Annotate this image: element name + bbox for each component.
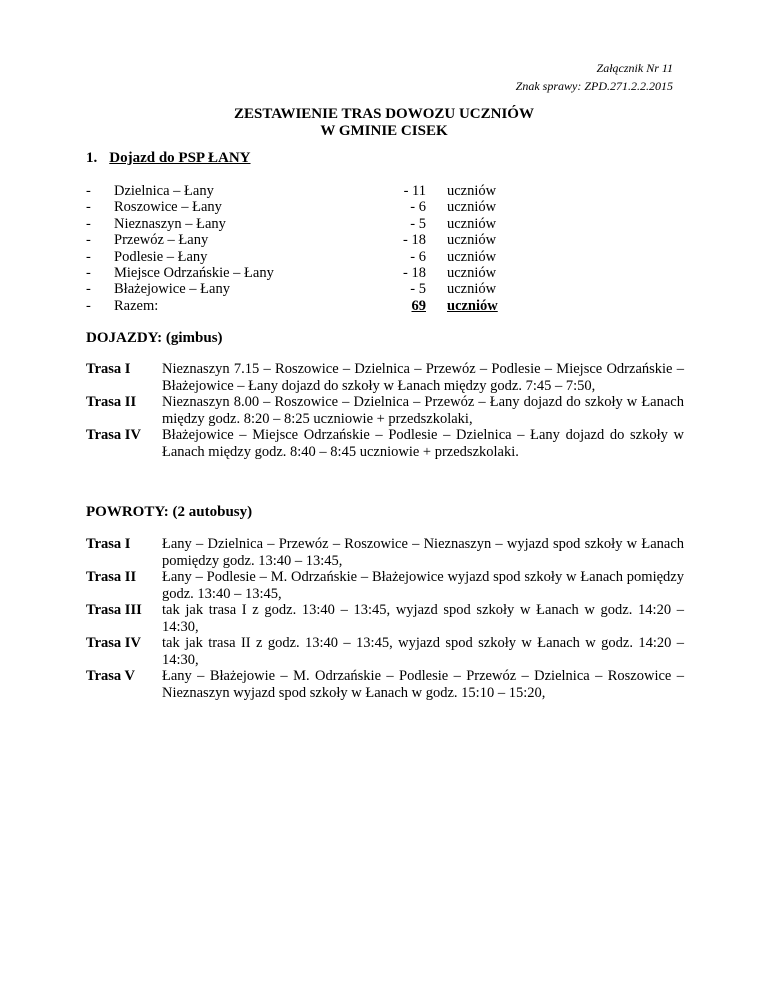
- list-dash: -: [86, 232, 91, 249]
- section-1-heading: [86, 150, 251, 167]
- route-label: Trasa V: [86, 668, 136, 684]
- total-unit: uczniów: [447, 297, 498, 314]
- list-dash: -: [86, 264, 91, 281]
- attachment-header: [516, 59, 673, 95]
- student-count-list: [86, 183, 506, 314]
- route-name: Podlesie – Łany: [114, 248, 208, 265]
- route-entry: [86, 536, 684, 569]
- list-dash: -: [86, 215, 91, 232]
- list-dash: -: [86, 199, 91, 216]
- list-item: [86, 232, 506, 248]
- route-label: Trasa I: [86, 361, 131, 377]
- route-name: Nieznaszyn – Łany: [114, 215, 226, 232]
- count-unit: uczniów: [447, 264, 497, 281]
- route-description: Nieznaszyn 7.15 – Roszowice – Dzielnica – Przewóz – Podlesie – Miejsce Odrzańskie – Błażejowice – Łany dojazd do szkoły w Łanach między godz. 7:45 – 7:50,: [162, 361, 684, 394]
- route-entry: [86, 427, 684, 460]
- count-unit: uczniów: [447, 232, 497, 249]
- route-entry: [86, 361, 684, 394]
- powroty-routes: [86, 536, 684, 701]
- list-item: [86, 265, 506, 281]
- route-label: Trasa II: [86, 394, 137, 410]
- route-description: Nieznaszyn 8.00 – Roszowice – Dzielnica – Przewóz – Łany dojazd do szkoły w Łanach między godz. 8:20 – 8:25 uczniowie + przedszkolaki,: [162, 394, 684, 427]
- list-item: [86, 199, 506, 215]
- section-label: Dojazd do PSP ŁANY: [109, 150, 251, 166]
- route-description: Łany – Dzielnica – Przewóz – Roszowice – Nieznaszyn – wyjazd spod szkoły w Łanach pomiędzy godz. 13:40 – 13:45,: [162, 536, 684, 569]
- route-description: tak jak trasa I z godz. 13:40 – 13:45, wyjazd spod szkoły w Łanach w godz. 14:20 – 14:30,: [162, 602, 684, 635]
- student-count: - 18: [403, 264, 426, 281]
- list-item: [86, 183, 506, 199]
- document-title: [0, 106, 768, 140]
- count-unit: uczniów: [447, 281, 497, 298]
- title-line-1: ZESTAWIENIE TRAS DOWOZU UCZNIÓW: [234, 106, 534, 122]
- route-name: Błażejowice – Łany: [114, 281, 230, 298]
- student-count: - 6: [410, 199, 426, 216]
- route-name: Dzielnica – Łany: [114, 183, 214, 199]
- route-entry: [86, 394, 684, 427]
- list-dash: -: [86, 297, 91, 314]
- list-dash: -: [86, 248, 91, 265]
- student-count: - 18: [403, 232, 426, 249]
- route-entry: [86, 635, 684, 668]
- count-unit: uczniów: [447, 248, 497, 265]
- route-label: Trasa I: [86, 536, 131, 552]
- powroty-heading: POWROTY: (2 autobusy): [86, 504, 253, 520]
- count-unit: uczniów: [447, 215, 497, 232]
- count-unit: uczniów: [447, 183, 497, 199]
- student-count: - 6: [410, 248, 426, 265]
- route-label: Trasa IV: [86, 635, 141, 651]
- case-reference: Znak sprawy: ZPD.271.2.2.2015: [515, 79, 673, 93]
- list-dash: -: [86, 183, 91, 199]
- total-label: Razem:: [114, 297, 159, 314]
- count-unit: uczniów: [447, 199, 497, 216]
- route-description: tak jak trasa II z godz. 13:40 – 13:45, wyjazd spod szkoły w Łanach w godz. 14:20 – 14:30,: [162, 635, 684, 668]
- route-description: Łany – Podlesie – M. Odrzańskie – Błażejowice wyjazd spod szkoły w Łanach pomiędzy godz. 13:40 – 13:45,: [162, 569, 684, 602]
- list-item: [86, 216, 506, 232]
- dojazdy-routes: [86, 361, 684, 460]
- list-dash: -: [86, 281, 91, 298]
- total-row: [86, 298, 506, 314]
- route-name: Roszowice – Łany: [114, 199, 222, 216]
- route-entry: [86, 569, 684, 602]
- title-line-2: W GMINIE CISEK: [320, 123, 448, 139]
- student-count: - 5: [410, 215, 426, 232]
- student-count: - 5: [410, 281, 426, 298]
- total-count: 69: [411, 297, 426, 314]
- route-entry: [86, 602, 684, 635]
- section-number: 1.: [86, 150, 98, 166]
- route-entry: [86, 668, 684, 701]
- route-name: Przewóz – Łany: [114, 232, 209, 249]
- dojazdy-heading: DOJAZDY: (gimbus): [86, 330, 223, 346]
- route-label: Trasa II: [86, 569, 137, 585]
- attachment-number: Załącznik Nr 11: [596, 61, 673, 75]
- list-item: [86, 249, 506, 265]
- route-description: Łany – Błażejowie – M. Odrzańskie – Podlesie – Przewóz – Dzielnica – Roszowice – Nieznaszyn wyjazd spod szkoły w Łanach w godz. 15:10 – 15:20,: [162, 668, 684, 701]
- route-label: Trasa IV: [86, 427, 141, 443]
- student-count: - 11: [403, 183, 426, 199]
- list-item: [86, 281, 506, 297]
- route-label: Trasa III: [86, 602, 142, 618]
- route-description: Błażejowice – Miejsce Odrzańskie – Podlesie – Dzielnica – Łany dojazd do szkoły w Łanach między godz. 8:40 – 8:45 uczniowie + przedszkolaki.: [162, 427, 684, 460]
- route-name: Miejsce Odrzańskie – Łany: [114, 264, 274, 281]
